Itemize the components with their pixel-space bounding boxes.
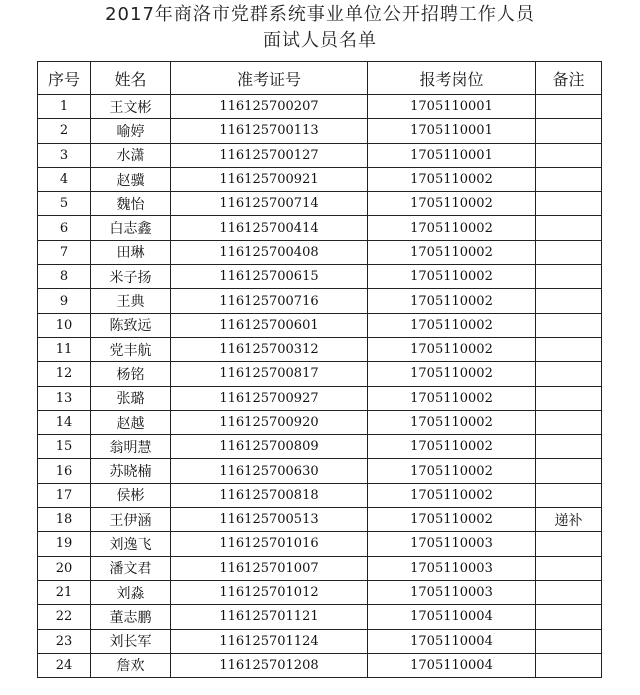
table-row <box>38 629 602 653</box>
cell-ticket: 116125700818 <box>171 483 368 507</box>
cell-note <box>536 192 602 216</box>
table-row <box>38 386 602 410</box>
cell-name: 王文彬 <box>91 95 171 119</box>
cell-name: 陈致远 <box>91 313 171 337</box>
table-row <box>38 508 602 532</box>
cell-ticket: 116125701208 <box>171 653 368 677</box>
cell-note <box>536 605 602 629</box>
cell-name: 张璐 <box>91 386 171 410</box>
cell-ticket: 116125701016 <box>171 532 368 556</box>
cell-name: 水潇 <box>91 143 171 167</box>
cell-seq: 15 <box>38 435 91 459</box>
cell-note <box>536 483 602 507</box>
table-row <box>38 192 602 216</box>
cell-ticket: 116125700809 <box>171 435 368 459</box>
cell-seq: 5 <box>38 192 91 216</box>
cell-note <box>536 410 602 434</box>
table-row <box>38 337 602 361</box>
cell-ticket: 116125700927 <box>171 386 368 410</box>
table-row <box>38 216 602 240</box>
table-row <box>38 435 602 459</box>
cell-post: 1705110002 <box>368 240 536 264</box>
table-row <box>38 483 602 507</box>
header-name: 姓名 <box>91 62 171 95</box>
table-row <box>38 119 602 143</box>
table-row <box>38 143 602 167</box>
cell-post: 1705110001 <box>368 95 536 119</box>
cell-name: 刘淼 <box>91 580 171 604</box>
cell-seq: 11 <box>38 337 91 361</box>
cell-seq: 6 <box>38 216 91 240</box>
cell-seq: 21 <box>38 580 91 604</box>
cell-note <box>536 386 602 410</box>
cell-name: 王伊涵 <box>91 508 171 532</box>
cell-name: 王典 <box>91 289 171 313</box>
cell-ticket: 116125700513 <box>171 508 368 532</box>
cell-seq: 3 <box>38 143 91 167</box>
cell-note <box>536 167 602 191</box>
cell-post: 1705110001 <box>368 119 536 143</box>
cell-note <box>536 337 602 361</box>
cell-ticket: 116125701121 <box>171 605 368 629</box>
cell-name: 詹欢 <box>91 653 171 677</box>
cell-post: 1705110002 <box>368 313 536 337</box>
cell-post: 1705110003 <box>368 580 536 604</box>
cell-seq: 18 <box>38 508 91 532</box>
cell-post: 1705110002 <box>368 508 536 532</box>
cell-note <box>536 95 602 119</box>
cell-seq: 23 <box>38 629 91 653</box>
cell-post: 1705110002 <box>368 362 536 386</box>
cell-post: 1705110002 <box>368 459 536 483</box>
cell-post: 1705110004 <box>368 605 536 629</box>
cell-name: 喻婷 <box>91 119 171 143</box>
interview-list-table <box>37 61 602 678</box>
cell-seq: 1 <box>38 95 91 119</box>
cell-name: 刘逸飞 <box>91 532 171 556</box>
cell-note <box>536 265 602 289</box>
cell-post: 1705110002 <box>368 265 536 289</box>
cell-ticket: 116125700414 <box>171 216 368 240</box>
table-row <box>38 362 602 386</box>
cell-post: 1705110004 <box>368 653 536 677</box>
cell-seq: 16 <box>38 459 91 483</box>
header-seq: 序号 <box>38 62 91 95</box>
cell-seq: 19 <box>38 532 91 556</box>
cell-name: 田琳 <box>91 240 171 264</box>
cell-note <box>536 435 602 459</box>
cell-seq: 22 <box>38 605 91 629</box>
cell-post: 1705110002 <box>368 216 536 240</box>
cell-ticket: 116125700312 <box>171 337 368 361</box>
cell-ticket: 116125700601 <box>171 313 368 337</box>
cell-seq: 14 <box>38 410 91 434</box>
cell-post: 1705110002 <box>368 435 536 459</box>
cell-ticket: 116125700921 <box>171 167 368 191</box>
cell-seq: 10 <box>38 313 91 337</box>
cell-seq: 13 <box>38 386 91 410</box>
cell-seq: 24 <box>38 653 91 677</box>
cell-seq: 8 <box>38 265 91 289</box>
cell-note <box>536 216 602 240</box>
table-row <box>38 167 602 191</box>
cell-post: 1705110003 <box>368 532 536 556</box>
cell-note <box>536 629 602 653</box>
header-note: 备注 <box>536 62 602 95</box>
cell-ticket: 116125700207 <box>171 95 368 119</box>
cell-note <box>536 143 602 167</box>
cell-ticket: 116125701012 <box>171 580 368 604</box>
cell-ticket: 116125700920 <box>171 410 368 434</box>
cell-ticket: 116125700408 <box>171 240 368 264</box>
cell-note <box>536 362 602 386</box>
cell-post: 1705110001 <box>368 143 536 167</box>
cell-post: 1705110002 <box>368 167 536 191</box>
cell-note: 递补 <box>536 508 602 532</box>
cell-note <box>536 580 602 604</box>
cell-post: 1705110002 <box>368 289 536 313</box>
cell-note <box>536 459 602 483</box>
cell-name: 潘文君 <box>91 556 171 580</box>
cell-note <box>536 532 602 556</box>
cell-ticket: 116125700817 <box>171 362 368 386</box>
cell-ticket: 116125701124 <box>171 629 368 653</box>
cell-seq: 9 <box>38 289 91 313</box>
cell-seq: 12 <box>38 362 91 386</box>
cell-name: 董志鹏 <box>91 605 171 629</box>
table-row <box>38 410 602 434</box>
table-row <box>38 653 602 677</box>
cell-name: 侯彬 <box>91 483 171 507</box>
cell-name: 杨铭 <box>91 362 171 386</box>
cell-name: 苏晓楠 <box>91 459 171 483</box>
cell-note <box>536 556 602 580</box>
cell-name: 赵骥 <box>91 167 171 191</box>
document-subtitle: 面试人员名单 <box>263 30 377 51</box>
cell-note <box>536 240 602 264</box>
cell-name: 米子扬 <box>91 265 171 289</box>
cell-note <box>536 119 602 143</box>
cell-ticket: 116125700714 <box>171 192 368 216</box>
cell-note <box>536 653 602 677</box>
cell-seq: 20 <box>38 556 91 580</box>
cell-ticket: 116125701007 <box>171 556 368 580</box>
cell-ticket: 116125700630 <box>171 459 368 483</box>
cell-seq: 4 <box>38 167 91 191</box>
cell-post: 1705110002 <box>368 386 536 410</box>
table-row <box>38 459 602 483</box>
cell-ticket: 116125700716 <box>171 289 368 313</box>
cell-ticket: 116125700113 <box>171 119 368 143</box>
table-row <box>38 95 602 119</box>
cell-name: 赵越 <box>91 410 171 434</box>
cell-post: 1705110004 <box>368 629 536 653</box>
document-title: 2017年商洛市党群系统事业单位公开招聘工作人员 <box>105 4 535 25</box>
cell-post: 1705110002 <box>368 410 536 434</box>
cell-note <box>536 289 602 313</box>
cell-post: 1705110002 <box>368 337 536 361</box>
header-post: 报考岗位 <box>368 62 536 95</box>
table-row <box>38 556 602 580</box>
table-row <box>38 240 602 264</box>
cell-name: 翁明慧 <box>91 435 171 459</box>
cell-seq: 7 <box>38 240 91 264</box>
cell-name: 白志鑫 <box>91 216 171 240</box>
cell-ticket: 116125700127 <box>171 143 368 167</box>
cell-note <box>536 313 602 337</box>
cell-post: 1705110002 <box>368 192 536 216</box>
table-header-row <box>38 62 602 95</box>
table-row <box>38 580 602 604</box>
cell-name: 刘长军 <box>91 629 171 653</box>
cell-name: 魏怡 <box>91 192 171 216</box>
table-row <box>38 605 602 629</box>
table-row <box>38 532 602 556</box>
table-row <box>38 289 602 313</box>
header-ticket: 准考证号 <box>171 62 368 95</box>
cell-seq: 17 <box>38 483 91 507</box>
table-row <box>38 313 602 337</box>
cell-post: 1705110002 <box>368 483 536 507</box>
cell-post: 1705110003 <box>368 556 536 580</box>
cell-ticket: 116125700615 <box>171 265 368 289</box>
table-row <box>38 265 602 289</box>
cell-seq: 2 <box>38 119 91 143</box>
cell-name: 党丰航 <box>91 337 171 361</box>
